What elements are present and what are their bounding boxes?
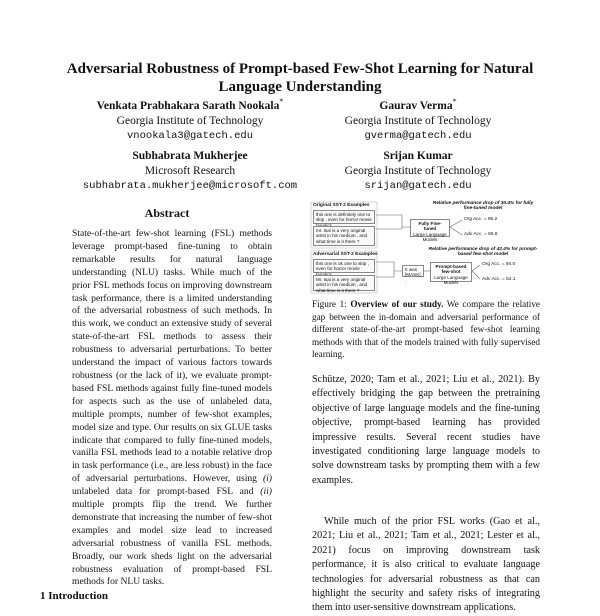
figure-1: [310, 199, 540, 295]
adv-example-1: this one is ok one to skip , even for horror movie: [313, 259, 375, 273]
author-email[interactable]: srijan@gatech.edu: [364, 180, 472, 192]
bottom-adv-acc: Adv Acc. = 54.1: [482, 277, 516, 282]
abstract-part: multiple prompts flip the trend. We further demonstrate that increasing the number of few-shot examples and model size lead to increased adversarial robustness of vanilla FSL methods. Broadly, our work sheds light on the adversarial robustness evaluation of prompt-based FSL methods for NLU tasks.: [72, 499, 272, 588]
orig-examples-title: Original SST-2 Examples: [313, 203, 370, 208]
arrow-line: [376, 215, 410, 227]
model-name: Fully Fine-tuned: [418, 221, 442, 232]
author-email[interactable]: vnookala3@gatech.edu: [126, 130, 254, 142]
intro-paragraph-2: [312, 515, 540, 616]
bottom-orig-acc: Org Acc. = 94.0: [482, 262, 516, 267]
abstract-enum: (ii): [260, 486, 272, 498]
arrow-line: [376, 271, 394, 277]
abstract-heading: Abstract: [144, 206, 190, 220]
author-email[interactable]: subhabrata.mukherjee@microsoft.com: [82, 180, 298, 192]
author-affiliation: Georgia Institute of Technology: [344, 165, 492, 177]
author-name: Subhabrata Mukherjee: [132, 150, 248, 162]
arrow-line: [472, 271, 480, 279]
bottom-drop-note: Relative performance drop of 42.4% for prompt-based few-shot model: [428, 247, 538, 258]
model-desc: Large Language Models: [434, 274, 468, 286]
paragraph: While much of the prior FSL works (Gao et al., 2021; Liu et al., 2021; Tam et al., 2021; Lester et al., 2021) focus on improving downstream task performance, it is also critical to evaluate language technologies for adversarial robustness as that can highlight the security and safety risks of integrating them into user-sensitive downstream applications.: [312, 516, 540, 614]
top-drop-note: Relative performance drop of 30.4% for fully fine-tuned model: [432, 201, 534, 212]
author-affiliation: Microsoft Research: [144, 165, 236, 177]
abstract-text: [72, 228, 272, 589]
mask-prompt-box: It was [MASK] .: [402, 265, 424, 277]
author-affiliation: Georgia Institute of Technology: [344, 115, 492, 127]
author-email[interactable]: gverma@gatech.edu: [364, 130, 472, 142]
caption-text: We compare the relative gap between the in-domain and adversarial performance of different state-of-the-art prompt-based few-shot learning methods with that of the models trained with fully supervised learning.: [312, 299, 540, 359]
paragraph: Schütze, 2020; Tam et al., 2021; Liu et al., 2021). By effectively bridging the gap between the pretraining objective of large language models and the fine-tuning objective, prompt-based learning has provided impressive results. Several recent studies have investigated conditioning large language models to solve downstream tasks by prompting them with a few examples.: [312, 374, 540, 486]
author-name: Gaurav Verma: [379, 100, 453, 112]
orig-example-1: this one is definitely one to skip , even for horror movie: [313, 210, 375, 224]
paper-title: Adversarial Robustness of Prompt-based Few-Shot Learning for Natural Language Understanding: [66, 61, 534, 95]
author-block: [70, 149, 310, 194]
arrow-line: [376, 227, 402, 229]
arrow-line: [450, 227, 462, 235]
top-adv-acc: Adv Acc. = 66.8: [464, 232, 498, 237]
author-block: [318, 149, 518, 194]
top-orig-acc: Org Acc. = 95.2: [464, 217, 498, 222]
orig-example-2: mr. tsai is a very original artist in his medium , and what time is it there ?: [313, 226, 375, 246]
arrow-line: [376, 262, 402, 271]
arrow-line: [472, 265, 480, 271]
model-desc: Large Language Models: [413, 231, 447, 243]
author-name: Venkata Prabhakara Sarath Nookala: [96, 100, 280, 112]
prompt-fewshot-model-box: [430, 262, 472, 286]
author-footnote-mark: *: [452, 97, 457, 107]
abstract-enum: (i): [262, 473, 272, 485]
figure-caption: [312, 298, 540, 361]
author-block: [318, 99, 518, 144]
abstract-part: State-of-the-art few-shot learning (FSL) methods leverage prompt-based fine-tuning to obtain remarkable results for natural language understanding (NLU) tasks. While much of the prior FSL methods focus on improving downstream task performance, there is a limited understanding of the adversarial robustness of such methods. In this work, we conduct an extensive study of several state-of-the-art FSL methods to assess their robustness to adversarial perturbations. To better understand the impact of various factors towards robustness (or the lack of it), we evaluate prompt-based FSL methods against fully fine-tuned models for aspects such as the use of unlabeled data, multiple prompts, number of few-shot examples, model size and type. Our results on six GLUE tasks indicate that compared to fully fine-tuned models, vanilla FSL methods lead to a notable relative drop in task performance (i.e., are less robust) in the face of adversarial perturbations. However, using: [72, 228, 272, 485]
author-footnote-mark: *: [279, 97, 284, 107]
arrow-line: [450, 220, 462, 227]
model-name: Prompt-based few-shot: [435, 264, 467, 275]
caption-title: Overview of our study.: [350, 299, 444, 309]
intro-paragraph-continued: [312, 373, 540, 488]
adv-examples-title: Adversarial SST-2 Examples: [313, 252, 378, 257]
caption-label: Figure 1:: [312, 299, 347, 309]
author-name: Srijan Kumar: [383, 150, 453, 162]
author-affiliation: Georgia Institute of Technology: [116, 115, 264, 127]
section-heading: 1 Introduction: [40, 590, 108, 602]
abstract-part: unlabeled data for prompt-based FSL and: [72, 486, 261, 498]
adv-example-2: Mr. tsai is a very original artist in his medium , and what time is it there ?: [313, 275, 375, 291]
fully-finetuned-model-box: [410, 219, 450, 243]
author-block: [85, 99, 295, 144]
